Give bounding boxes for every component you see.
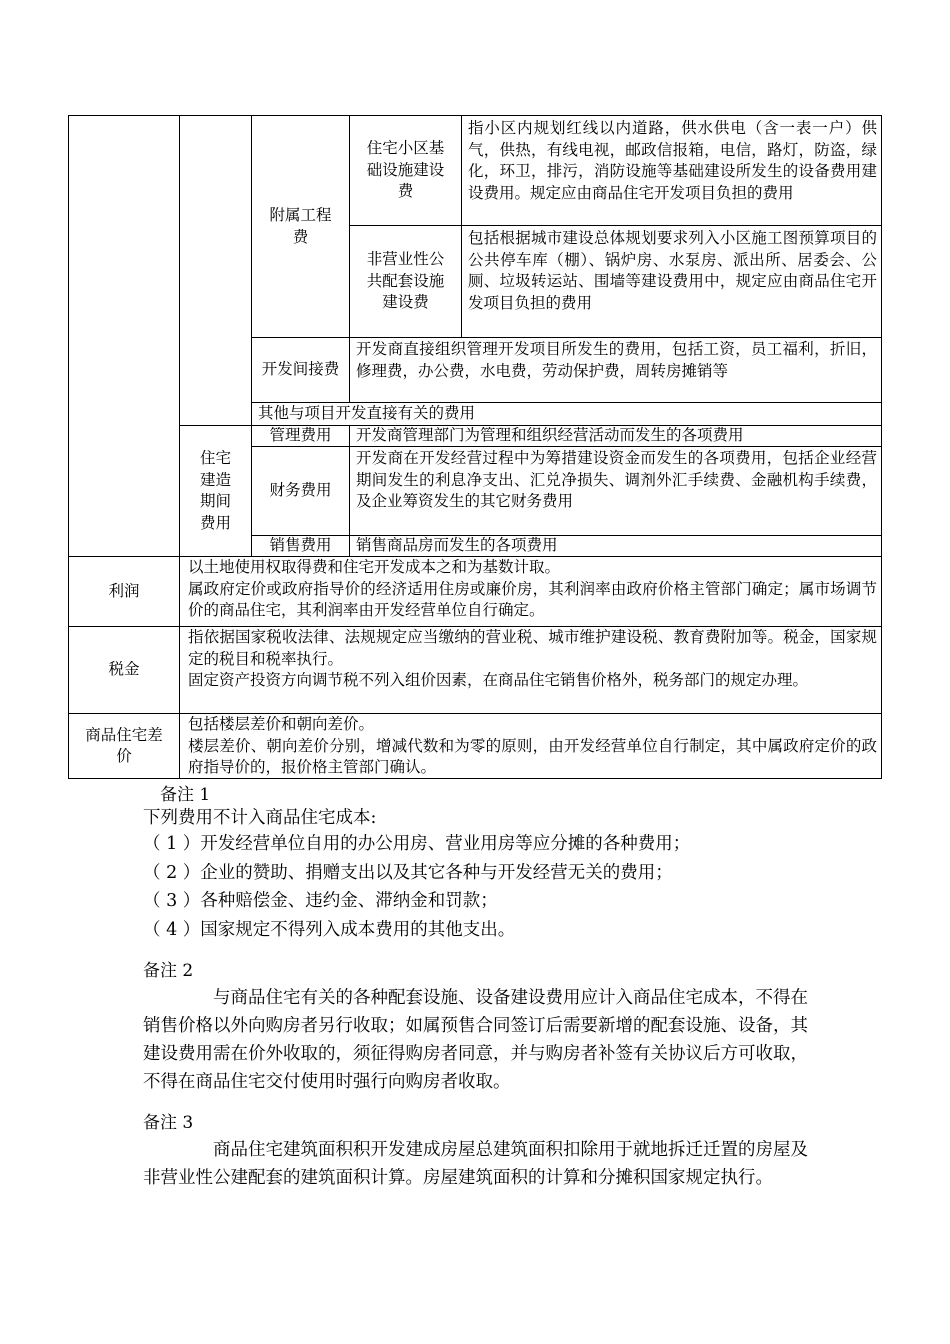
finance-fee-label: 财务费用 bbox=[251, 446, 350, 536]
period-cost-label: 住宅建造期间费用 bbox=[179, 425, 252, 557]
sales-fee-desc: 销售商品房而发生的各项费用 bbox=[349, 535, 882, 557]
note3-text: 商品住宅建筑面积积开发建成房屋总建筑面积扣除用于就地拆迁迁置的房屋及非营业性公建配套的建筑面积计算。房屋建筑面积的计算和分摊积国家规定执行。 bbox=[143, 1140, 808, 1188]
price-diff-label: 商品住宅差价 bbox=[68, 713, 180, 779]
note1-item-1: （ 1 ）开发经营单位自用的办公用房、营业用房等应分摊的各种费用； bbox=[143, 834, 691, 854]
infra-fee-label: 住宅小区基础设施建设费 bbox=[349, 115, 462, 226]
profit-desc bbox=[179, 556, 882, 627]
note1-title: 备注 1 bbox=[160, 785, 211, 805]
note1-item-2: （ 2 ）企业的赞助、捐赠支出以及其它各种与开发经营无关的费用； bbox=[143, 862, 673, 883]
indirect-fee-label: 开发间接费 bbox=[251, 337, 350, 403]
indirect-fee-desc: 开发商直接组织管理开发项目所发生的费用，包括工资，员工福利，折旧，修理费，办公费，水电费，劳动保护费，周转房摊销等 bbox=[349, 337, 882, 403]
attached-works-fee-label: 附属工程费 bbox=[251, 115, 350, 338]
tax-label: 税金 bbox=[68, 626, 180, 714]
sales-fee-label: 销售费用 bbox=[251, 535, 350, 557]
other-direct-fee: 其他与项目开发直接有关的费用 bbox=[251, 402, 882, 426]
public-fee-label: 非营业性公共配套设施建设费 bbox=[349, 225, 462, 338]
profit-desc-line2: 属政府定价或政府指导价的经济适用住房或廉价房，其利润率由政府价格主管部门确定；属市场调节价的商品住宅，其利润率由开发经营单位自行确定。 bbox=[188, 579, 877, 619]
mgmt-fee-label: 管理费用 bbox=[251, 425, 350, 447]
note1-list bbox=[143, 830, 808, 944]
note2-text: 与商品住宅有关的各种配套设施、设备建设费用应计入商品住宅成本，不得在销售价格以外向购房者另行收取；如属预售合同签订后需要新增的配套设施、设备，其建设费用需在价外收取的，须征得购房者同意，并与购房者补签有关协议后方可收取，不得在商品住宅交付使用时强行向购房者收取。 bbox=[143, 988, 808, 1092]
price-diff-desc-line2: 楼层差价、朝向差价分别，增减代数和为零的原则，由开发经营单位自行制定，其中属政府定价的政府指导价的，报价格主管部门确认。 bbox=[188, 736, 877, 776]
note1-intro: 下列费用不计入商品住宅成本: bbox=[143, 808, 377, 828]
outer-col1-upper bbox=[68, 115, 180, 557]
price-diff-desc-line1: 包括楼层差价和朝向差价。 bbox=[188, 715, 375, 733]
profit-label: 利润 bbox=[68, 556, 180, 627]
finance-fee-desc: 开发商在开发经营过程中为筹措建设资金而发生的各项费用，包括企业经营期间发生的利息净支出、汇兑净损失、调剂外汇手续费、金融机构手续费，及企业筹资发生的其它财务费用 bbox=[349, 446, 882, 536]
mgmt-fee-desc: 开发商管理部门为管理和组织经营活动而发生的各项费用 bbox=[349, 425, 882, 447]
tax-desc-line2: 固定资产投资方向调节税不列入组价因素，在商品住宅销售价格外，税务部门的规定办理。 bbox=[188, 671, 809, 689]
public-fee-desc: 包括根据城市建设总体规划要求列入小区施工图预算项目的公共停车库（棚）、锅炉房、水泵房、派出所、居委会、公厕、垃圾转运站、围墙等建设费用中，规定应由商品住宅开发项目负担的费用 bbox=[461, 225, 882, 338]
note1-item-4: （ 4 ）国家规定不得列入成本费用的其他支出。 bbox=[143, 919, 516, 940]
note2-title: 备注 2 bbox=[143, 961, 194, 981]
note3-title: 备注 3 bbox=[143, 1113, 194, 1133]
tax-desc bbox=[179, 626, 882, 714]
tax-desc-line1: 指依据国家税收法律、法规规定应当缴纳的营业税、城市维护建设税、教育费附加等。税金，国家规定的税目和税率执行。 bbox=[188, 628, 877, 668]
note1-item-3: （ 3 ）各种赔偿金、违约金、滞纳金和罚款； bbox=[143, 891, 498, 911]
outer-col2-upper bbox=[179, 115, 252, 426]
profit-desc-line1: 以土地使用权取得费和住宅开发成本之和为基数计取。 bbox=[188, 558, 561, 576]
infra-fee-desc: 指小区内规划红线以内道路，供水供电（含一表一户）供气，供热，有线电视，邮政信报箱，电信，路灯，防盗，绿化，环卫，排污，消防设施等基础建设所发生的设备费用建设费用。规定应由商品住宅开发项目负担的费用 bbox=[461, 115, 882, 226]
price-diff-desc bbox=[179, 713, 882, 779]
